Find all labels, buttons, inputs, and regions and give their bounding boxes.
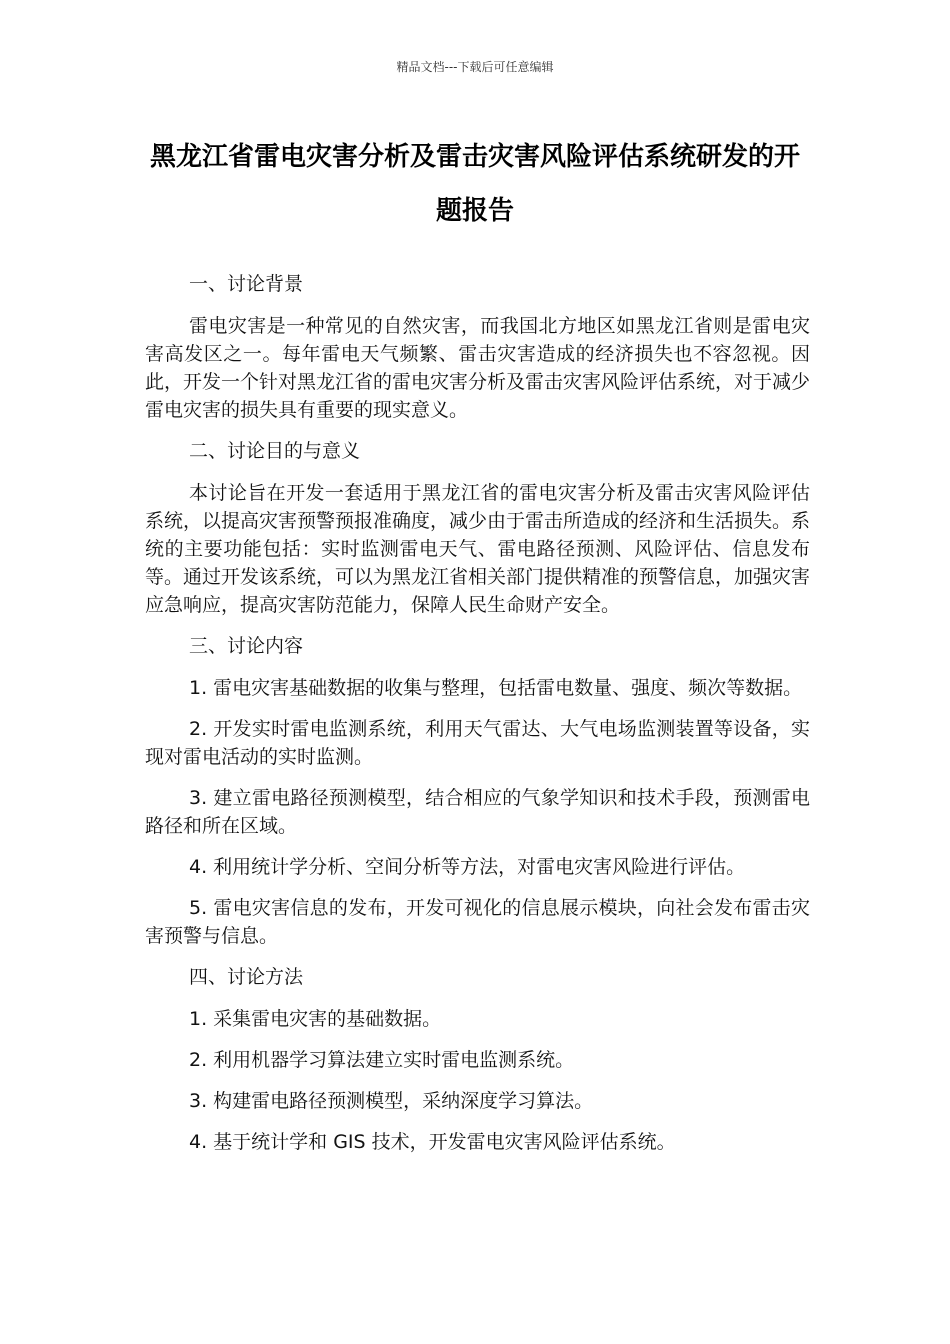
method-item: 3. 构建雷电路径预测模型，采纳深度学习算法。 xyxy=(189,1090,594,1112)
section-heading-purpose: 二、讨论目的与意义 xyxy=(189,440,361,462)
content-item: 2. 开发实时雷电监测系统，利用天气雷达、大气电场监测装置等设备，实现对雷电活动的实时监测。 xyxy=(145,718,810,768)
section-heading-background: 一、讨论背景 xyxy=(189,273,304,295)
document-body xyxy=(145,270,810,1169)
method-item: 4. 基于统计学和 GIS 技术，开发雷电灾害风险评估系统。 xyxy=(189,1131,676,1153)
content-item: 4. 利用统计学分析、空间分析等方法，对雷电灾害风险进行评估。 xyxy=(189,856,746,878)
content-item: 3. 建立雷电路径预测模型，结合相应的气象学知识和技术手段，预测雷电路径和所在区域。 xyxy=(145,787,810,837)
content-item: 5. 雷电灾害信息的发布，开发可视化的信息展示模块，向社会发布雷击灾害预警与信息。 xyxy=(145,897,810,947)
method-item: 1. 采集雷电灾害的基础数据。 xyxy=(189,1008,442,1030)
background-paragraph: 雷电灾害是一种常见的自然灾害，而我国北方地区如黑龙江省则是雷电灾害高发区之一。每年雷电天气频繁、雷击灾害造成的经济损失也不容忽视。因此，开发一个针对黑龙江省的雷电灾害分析及雷击灾害风险评估系统，对于减少雷电灾害的损失具有重要的现实意义。 xyxy=(145,315,811,421)
header-note: 精品文档---下载后可任意编辑 xyxy=(396,60,554,74)
purpose-paragraph: 本讨论旨在开发一套适用于黑龙江省的雷电灾害分析及雷击灾害风险评估系统，以提高灾害预警预报准确度，减少由于雷击所造成的经济和生活损失。系统的主要功能包括：实时监测雷电天气、雷电路径预测、风险评估、信息发布等。通过开发该系统，可以为黑龙江省相关部门提供精准的预警信息，加强灾害应急响应，提高灾害防范能力，保障人民生命财产安全。 xyxy=(145,482,811,616)
section-heading-content: 三、讨论内容 xyxy=(189,635,304,657)
method-item: 2. 利用机器学习算法建立实时雷电监测系统。 xyxy=(189,1049,575,1071)
content-item: 1. 雷电灾害基础数据的收集与整理，包括雷电数量、强度、频次等数据。 xyxy=(189,677,803,699)
document-title: 黑龙江省雷电灾害分析及雷击灾害风险评估系统研发的开题报告 xyxy=(149,142,800,226)
section-heading-method: 四、讨论方法 xyxy=(189,966,304,988)
